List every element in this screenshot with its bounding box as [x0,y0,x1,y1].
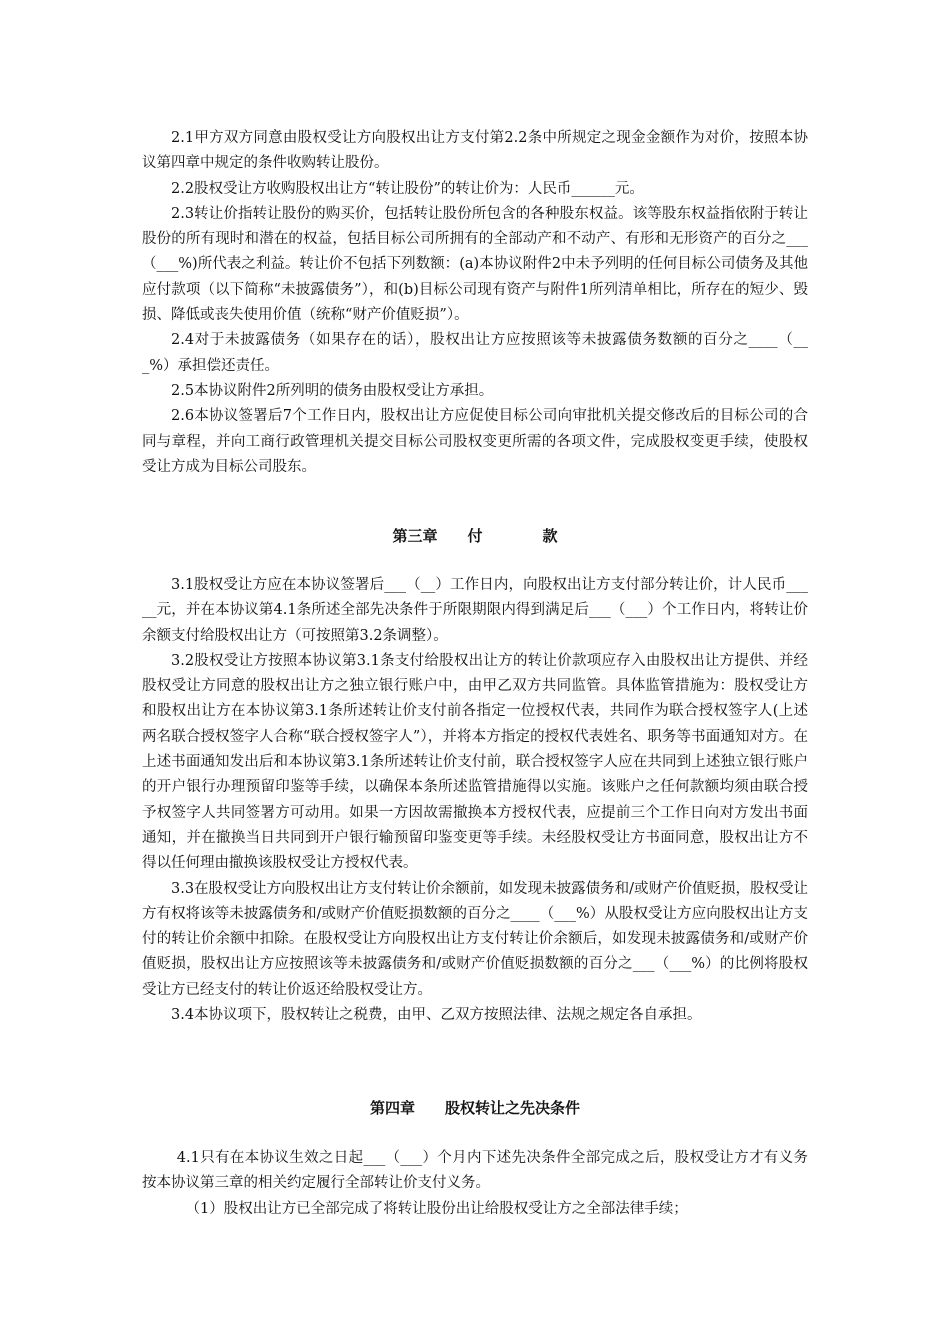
clause-4-1: 4.1只有在本协议生效之日起___（___）个月内下述先决条件全部完成之后，股权受让方才有义务按本协议第三章的相关约定履行全部转让价支付义务。 [142,1150,808,1192]
chapter-3-title: 第三章 付 款 [392,527,558,545]
clause-2-1: 2.1甲方双方同意由股权受让方向股权出让方支付第2.2条中所规定之现金金额作为对价，按照本协议第四章中规定的条件收购转让股份。 [142,130,808,172]
clause-2-2: 2.2股权受让方收购股权出让方“转让股份”的转让价为：人民币______元。 [171,180,644,197]
chapter-4-paragraphs [142,1146,808,1222]
chapter-4-title: 第四章 股权转让之先决条件 [369,1099,580,1117]
clause-3-4: 3.4本协议项下，股权转让之税费，由甲、乙双方按照法律、法规之规定各自承担。 [171,1007,702,1024]
clause-3-3: 3.3在股权受让方向股权出让方支付转让价余额前，如发现未披露债务和/或财产价值贬损，股权受让方有权将该等未披露债务和/或财产价值贬损数额的百分之____（___%）从股权受让方应向股权出让方支付的转让价余额中扣除。在股权受让方向股权出让方支付转让价余额后，如发现未披露债务和/或财产价值贬损，股权出让方应按照该等未披露债务和/或财产价值贬损数额的百分之___（___%）的比例将股权受让方已经支付的转让价返还给股权受让方。 [142,880,808,998]
section-2-paragraphs [142,126,808,480]
clause-3-1: 3.1股权受让方应在本协议签署后___（__）工作日内，向股权出让方支付部分转让价，计人民币_____元，并在本协议第4.1条所述全部先决条件于所限期限内得到满足后___（___）个工作日内，将转让价余额支付给股权出让方（可按照第3.2条调整）。 [142,577,808,644]
clause-2-3: 2.3转让价指转让股份的购买价，包括转让股份所包含的各种股东权益。该等股东权益指依附于转让股份的所有现时和潜在的权益，包括目标公司所拥有的全部动产和不动产、有形和无形资产的百分之___（___%)所代表之利益。转让价不包括下列数额：(a)本协议附件2中未予列明的任何目标公司债务及其他应付款项（以下简称“未披露债务”），和(b)目标公司现有资产与附件1所列清单相比，所存在的短少、毁损、降低或丧失使用价值（统称“财产价值贬损”）。 [142,205,808,324]
clause-3-2: 3.2股权受让方按照本协议第3.1条支付给股权出让方的转让价款项应存入由股权出让方提供、并经股权受让方同意的股权出让方之独立银行账户中，由甲乙双方共同监管。具体监管措施为：股权受让方和股权出让方在本协议第3.1条所述转让价支付前各指定一位授权代表，共同作为联合授权签字人(上述两名联合授权签字人合称“联合授权签字人”），并将本方指定的授权代表姓名、职务等书面通知对方。在上述书面通知发出后和本协议第3.1条所述转让价支付前，联合授权签字人应在共同到上述独立银行账户的开户银行办理预留印鉴等手续，以确保本条所述监管措施得以实施。该账户之任何款额均须由联合授予权签字人共同签署方可动用。如果一方因故需撤换本方授权代表，应提前三个工作日向对方发出书面通知，并在撤换当日共同到开户银行输预留印鉴变更等手续。未经股权受让方书面同意，股权出让方不得以任何理由撤换该股权受让方授权代表。 [142,652,808,872]
chapter-3-paragraphs [142,573,808,1028]
clause-2-5: 2.5本协议附件2所列明的债务由股权受让方承担。 [171,382,494,399]
clause-4-1-item-1: （1）股权出让方已全部完成了将转让股份出让给股权受让方之全部法律手续； [185,1200,688,1217]
clause-2-4: 2.4对于未披露债务（如果存在的话），股权出让方应按照该等未披露债务数额的百分之____（___%）承担偿还责任。 [142,332,808,374]
clause-2-6: 2.6本协议签署后7个工作日内，股权出让方应促使目标公司向审批机关提交修改后的目标公司的合同与章程，并向工商行政管理机关提交目标公司股权变更所需的各项文件，完成股权变更手续，使股权受让方成为目标公司股东。 [142,408,808,475]
